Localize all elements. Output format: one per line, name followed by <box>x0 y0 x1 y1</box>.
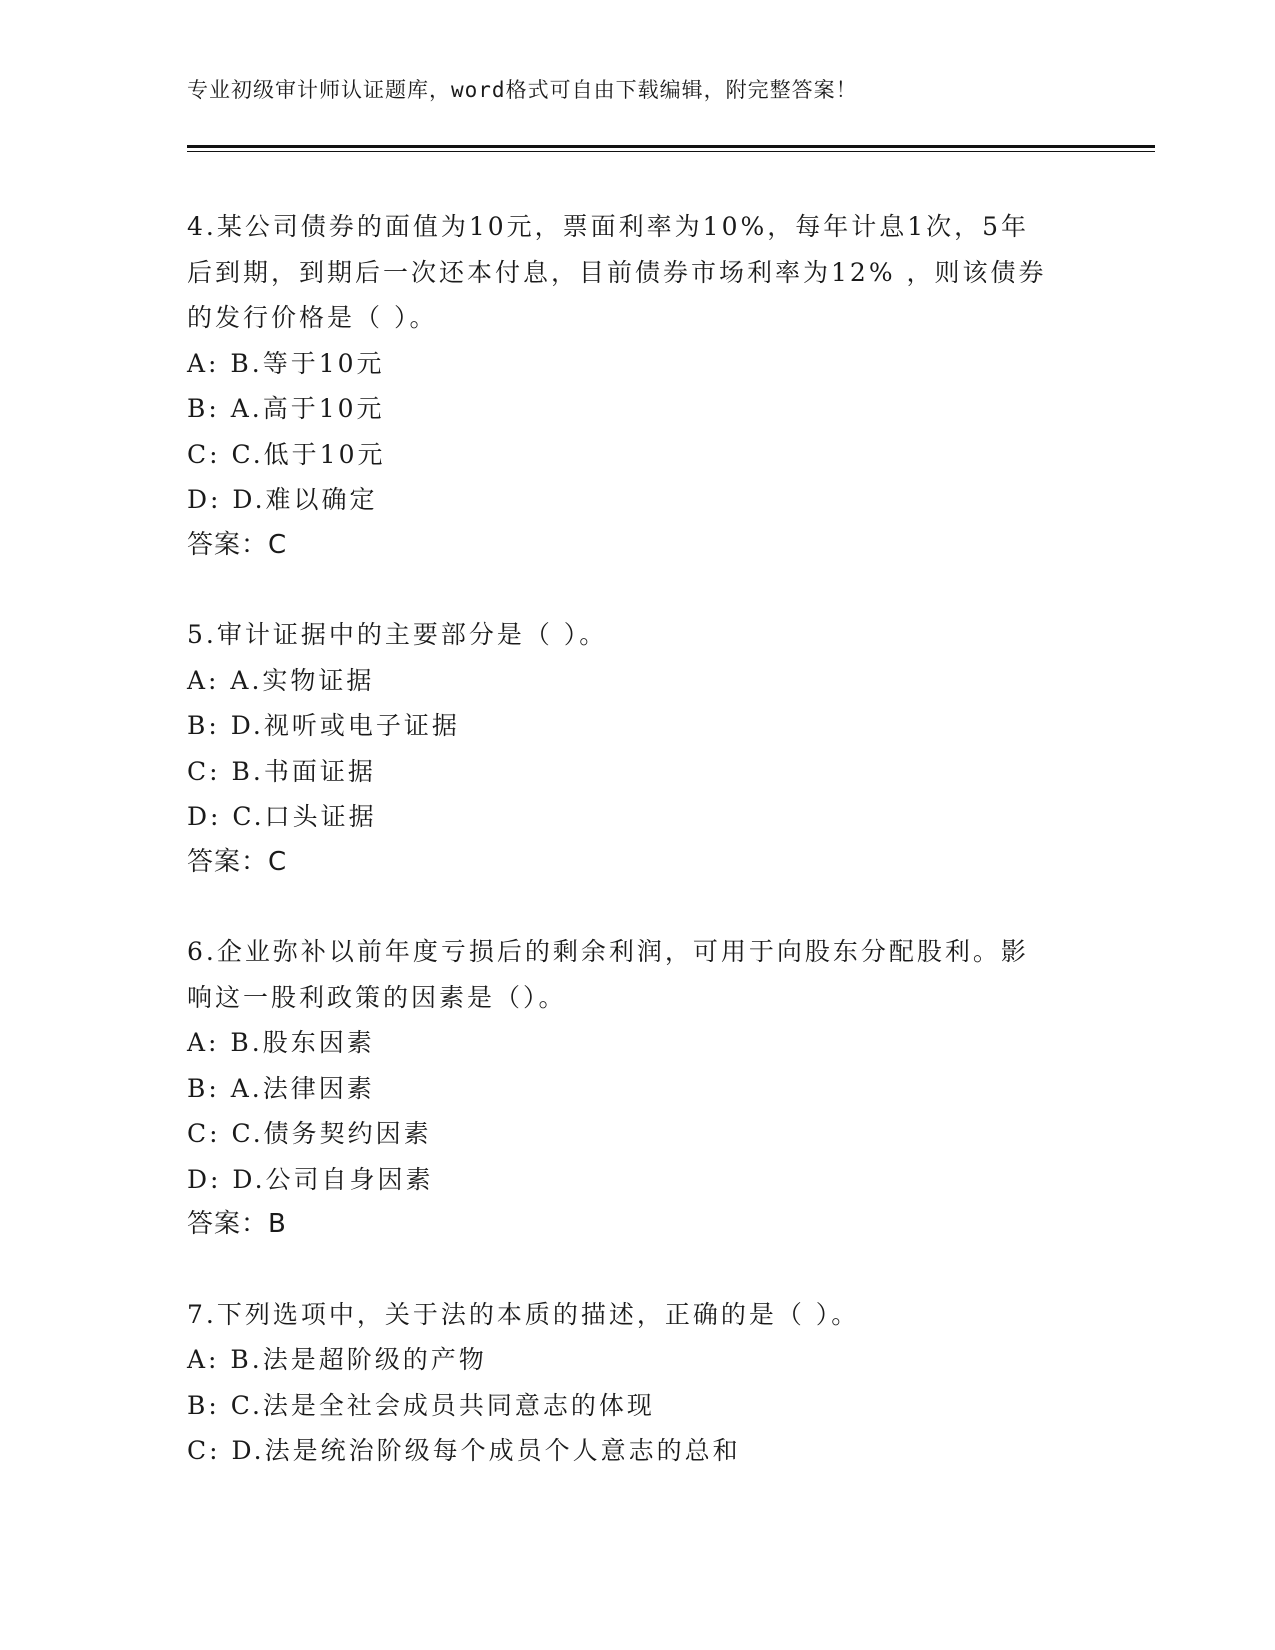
option-d: D: D.公司自身因素 <box>187 1164 434 1194</box>
option-d: D: C.口头证据 <box>187 802 377 831</box>
question-4 <box>187 204 1087 568</box>
option-d: D: D.难以确定 <box>187 485 378 514</box>
question-7 <box>187 1292 1087 1474</box>
option-b: B: A.高于10元 <box>187 394 385 423</box>
question-stem: 4.某公司债券的面值为10元，票面利率为10%，每年计息1次，5年 后到期，到期后一次还本付息，目前债券市场利率为12% ，则该债券 的发行价格是（ ）。 <box>187 212 1047 332</box>
question-stem: 5.审计证据中的主要部分是（ ）。 <box>187 620 608 649</box>
header-divider-thick <box>187 145 1155 148</box>
question-stem: 6.企业弥补以前年度亏损后的剩余利润，可用于向股东分配股利。影 响这一股利政策的因素是（）。 <box>187 937 1029 1012</box>
answer-line: 答案：C <box>187 846 288 877</box>
question-stem: 7.下列选项中，关于法的本质的描述，正确的是（ ）。 <box>187 1299 860 1329</box>
option-b: B: A.法律因素 <box>187 1073 375 1103</box>
option-a: A: B.股东因素 <box>187 1028 375 1057</box>
option-c: C: D.法是统治阶级每个成员个人意志的总和 <box>187 1436 741 1465</box>
header-divider-thin <box>187 151 1155 152</box>
answer-line: 答案：C <box>187 529 288 560</box>
question-6 <box>187 929 1087 1248</box>
option-b: B: D.视听或电子证据 <box>187 711 460 740</box>
option-a: A: B.法是超阶级的产物 <box>187 1345 487 1374</box>
option-c: C: C.债务契约因素 <box>187 1119 432 1148</box>
page-header: 专业初级审计师认证题库，word格式可自由下载编辑，附完整答案！ <box>187 78 858 102</box>
option-c: C: C.低于10元 <box>187 439 386 469</box>
option-a: A: B.等于10元 <box>187 348 385 378</box>
question-list <box>187 204 1087 1518</box>
answer-line: 答案：B <box>187 1209 287 1239</box>
option-c: C: B.书面证据 <box>187 756 376 786</box>
option-b: B: C.法是全社会成员共同意志的体现 <box>187 1390 655 1420</box>
question-5 <box>187 612 1087 885</box>
option-a: A: A.实物证据 <box>187 665 375 695</box>
